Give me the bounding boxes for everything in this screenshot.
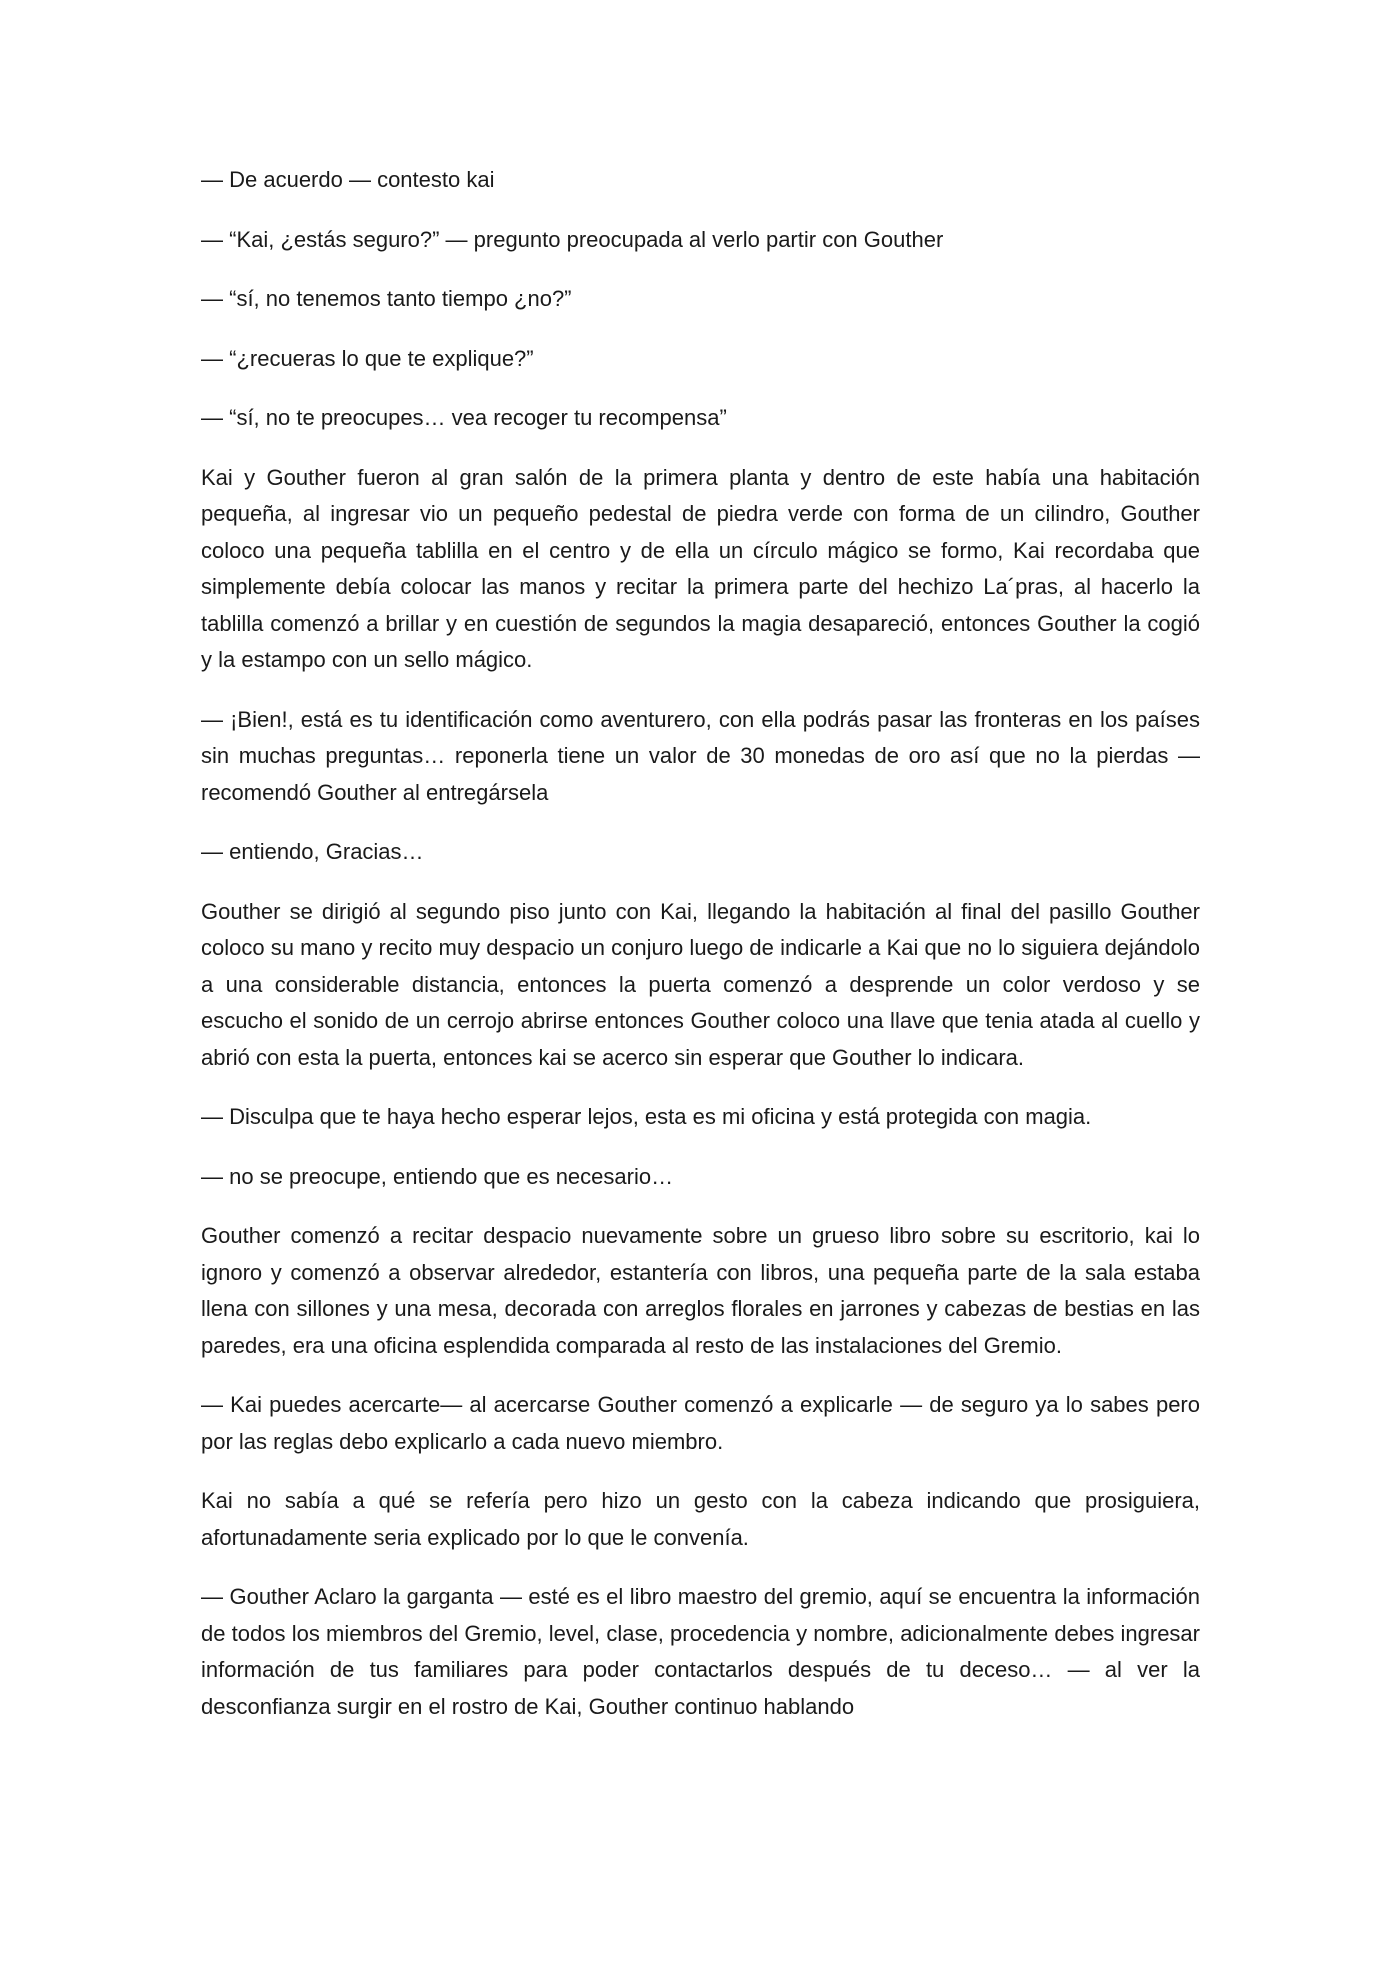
paragraph-dialogue-11: — Gouther Aclaro la garganta — esté es el libro maestro del gremio, aquí se encuentra la información de todos los miembros del Gremio, level, clase, procedencia y nombre, adicionalmente debes ingresar información de tus familiares para poder contactarlos después de tu deceso… — al ver la desconfianza surgir en el rostro de Kai, Gouther continuo hablando (201, 1584, 1200, 1719)
paragraph-dialogue-10: — Kai puedes acercarte— al acercarse Gouther comenzó a explicarle — de seguro ya lo sabes pero por las reglas debo explicarlo a cada nuevo miembro. (201, 1392, 1200, 1454)
paragraph-dialogue-4: — “¿recueras lo que te explique?” (201, 345, 534, 371)
paragraph-dialogue-9: — no se preocupe, entiendo que es necesario… (201, 1163, 674, 1189)
paragraph-dialogue-6: — ¡Bien!, está es tu identificación como aventurero, con ella podrás pasar las fronteras en los países sin muchas preguntas… reponerla tiene un valor de 30 monedas de oro así que no la pierdas — recomendó Gouther al entregársela (201, 706, 1200, 805)
paragraph-dialogue-1: — De acuerdo — contesto kai (201, 167, 495, 192)
paragraph-narration-2: Gouther se dirigió al segundo piso junto con Kai, llegando la habitación al final del pasillo Gouther coloco su mano y recito muy despacio un conjuro luego de indicarle a Kai que no lo siguiera dejándolo a una considerable distancia, entonces la puerta comenzó a desprende un color verdoso y se escucho el sonido de un cerrojo abrirse entonces Gouther coloco una llave que tenia atada al cuello y abrió con esta la puerta, entonces kai se acerco sin esperar que Gouther lo indicara. (201, 898, 1200, 1070)
paragraph-dialogue-3: — “sí, no tenemos tanto tiempo ¿no?” (201, 286, 572, 311)
document-body (201, 162, 1200, 1748)
paragraph-narration-1: Kai y Gouther fueron al gran salón de la primera planta y dentro de este había una habitación pequeña, al ingresar vio un pequeño pedestal de piedra verde con forma de un cilindro, Gouther coloco una pequeña tablilla en el centro y de ella un círculo mágico se formo, Kai recordaba que simplemente debía colocar las manos y recitar la primera parte del hechizo La´pras, al hacerlo la tablilla comenzó a brillar y en cuestión de segundos la magia desapareció, entonces Gouther la cogió y la estampo con un sello mágico. (201, 464, 1200, 672)
paragraph-dialogue-5: — “sí, no te preocupes… vea recoger tu recompensa” (201, 405, 727, 430)
paragraph-dialogue-8: — Disculpa que te haya hecho esperar lejos, esta es mi oficina y está protegida con magia. (201, 1104, 1092, 1129)
paragraph-narration-3: Gouther comenzó a recitar despacio nuevamente sobre un grueso libro sobre su escritorio, kai lo ignoro y comenzó a observar alrededor, estantería con libros, una pequeña parte de la sala estaba llena con sillones y una mesa, decorada con arreglos florales en jarrones y cabezas de bestias en las paredes, era una oficina esplendida comparada al resto de las instalaciones del Gremio. (201, 1223, 1200, 1358)
paragraph-dialogue-7: — entiendo, Gracias… (201, 839, 424, 864)
paragraph-narration-4: Kai no sabía a qué se refería pero hizo un gesto con la cabeza indicando que prosiguiera, afortunadamente seria explicado por lo que le convenía. (201, 1488, 1200, 1550)
paragraph-dialogue-2: — “Kai, ¿estás seguro?” — pregunto preocupada al verlo partir con Gouther (201, 226, 944, 252)
